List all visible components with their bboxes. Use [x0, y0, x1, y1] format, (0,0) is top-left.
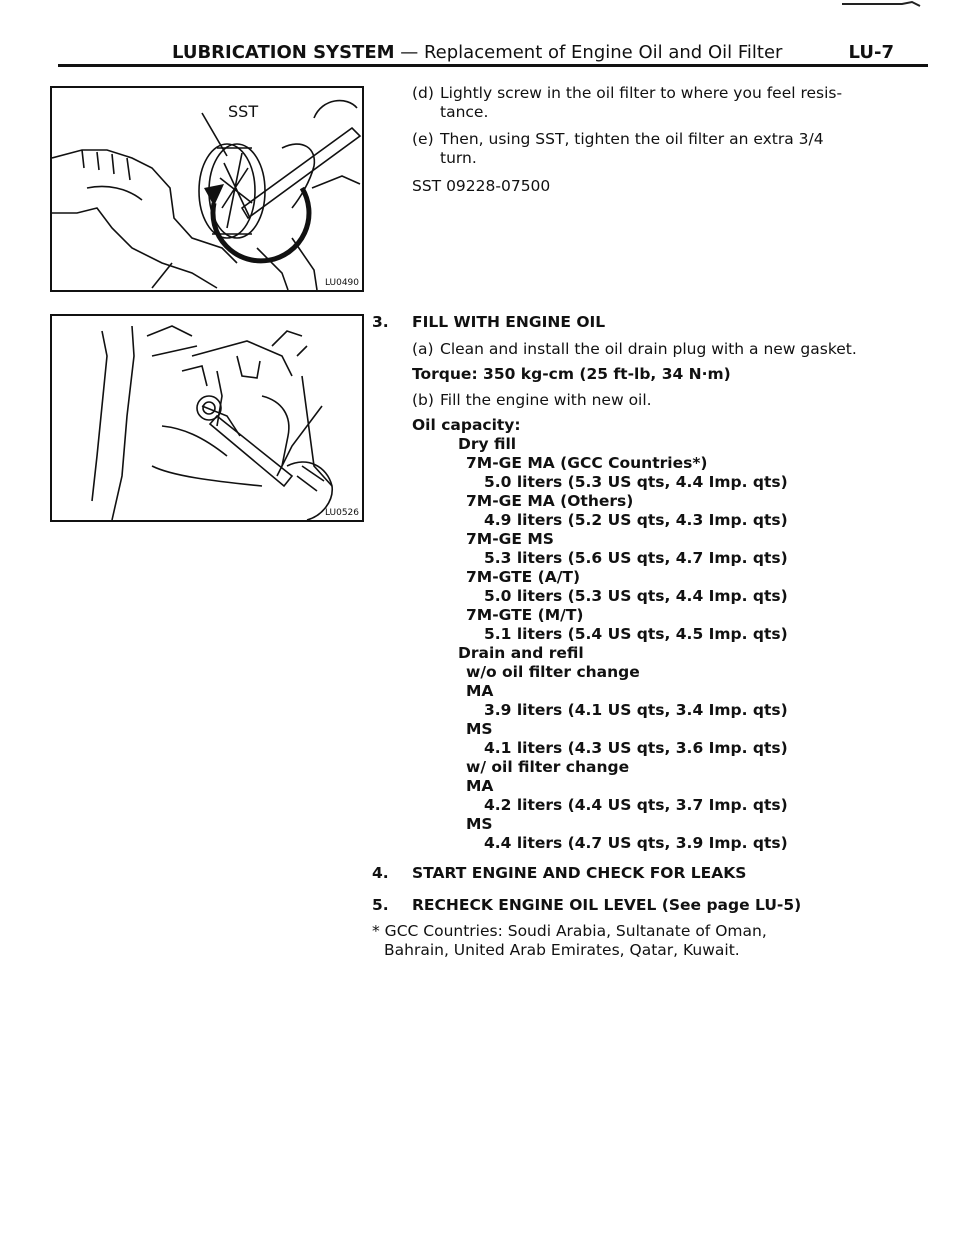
without-filter-heading: w/o oil filter change: [466, 663, 640, 681]
sst-number: SST 09228-07500: [412, 177, 551, 195]
step-number: 4.: [372, 864, 389, 882]
figure-drain-plug: [50, 314, 364, 522]
capacity-value: 4.1 liters (4.3 US qts, 3.6 Imp. qts): [484, 739, 788, 757]
step-letter: (d): [412, 84, 434, 102]
capacity-value: 5.3 liters (5.6 US qts, 4.7 Imp. qts): [484, 549, 788, 567]
step-e-cont: turn.: [440, 149, 477, 167]
variant-ms: MS: [466, 720, 493, 738]
step-title: FILL WITH ENGINE OIL: [412, 313, 606, 331]
sst-callout: SST: [228, 102, 259, 121]
section-name: LUBRICATION SYSTEM: [172, 42, 395, 63]
header-title: [172, 42, 782, 63]
step-4-heading: [372, 864, 746, 883]
header-subtitle: — Replacement of Engine Oil and Oil Filter: [400, 42, 783, 63]
step-text: Fill the engine with new oil.: [440, 391, 652, 409]
capacity-value: 4.9 liters (5.2 US qts, 4.3 Imp. qts): [484, 511, 788, 529]
step-text: Clean and install the oil drain plug with a new gasket.: [440, 340, 857, 358]
step-d-cont: tance.: [440, 103, 489, 121]
capacity-value: 3.9 liters (4.1 US qts, 3.4 Imp. qts): [484, 701, 788, 719]
figure-code: LU0490: [324, 278, 359, 288]
capacity-value: 4.4 liters (4.7 US qts, 3.9 Imp. qts): [484, 834, 788, 852]
variant-ma: MA: [466, 777, 494, 795]
step-number: 3.: [372, 313, 389, 331]
step-d: [412, 84, 842, 103]
variant-ma: MA: [466, 682, 494, 700]
torque-spec: Torque: 350 kg-cm (25 ft-lb, 34 N·m): [412, 365, 731, 383]
capacity-value: 4.2 liters (4.4 US qts, 3.7 Imp. qts): [484, 796, 788, 814]
variant-ms: MS: [466, 815, 493, 833]
capacity-value: 5.0 liters (5.3 US qts, 4.4 Imp. qts): [484, 473, 788, 491]
scan-mark: [842, 0, 922, 12]
model-line: 7M-GTE (M/T): [466, 606, 584, 624]
drain-plug-illustration: [52, 316, 362, 520]
step-letter: (b): [412, 391, 434, 409]
model-line: 7M-GE MA (GCC Countries*): [466, 454, 708, 472]
model-line: 7M-GE MA (Others): [466, 492, 634, 510]
capacity-value: 5.0 liters (5.3 US qts, 4.4 Imp. qts): [484, 587, 788, 605]
step-title: RECHECK ENGINE OIL LEVEL (See page LU-5): [412, 896, 802, 914]
figure-code: LU0526: [324, 508, 359, 518]
capacity-value: 5.1 liters (5.4 US qts, 4.5 Imp. qts): [484, 625, 788, 643]
page-number: LU-7: [848, 42, 894, 63]
model-line: 7M-GTE (A/T): [466, 568, 581, 586]
footnote-line-2: Bahrain, United Arab Emirates, Qatar, Kuwait.: [384, 941, 740, 959]
step-b: [412, 391, 652, 410]
step-text: Lightly screw in the oil filter to where you feel resis-: [440, 84, 843, 102]
step-text: Then, using SST, tighten the oil filter an extra 3/4: [440, 130, 824, 148]
model-line: 7M-GE MS: [466, 530, 554, 548]
step-letter: (e): [412, 130, 434, 148]
drain-refill-heading: Drain and refil: [458, 644, 584, 662]
step-e: [412, 130, 824, 149]
step-letter: (a): [412, 340, 434, 358]
dry-fill-heading: Dry fill: [458, 435, 517, 453]
figure-oil-filter-sst: [50, 86, 364, 292]
oil-capacity-label: Oil capacity:: [412, 416, 521, 434]
step-title: START ENGINE AND CHECK FOR LEAKS: [412, 864, 747, 882]
step-3-heading: [372, 313, 605, 332]
step-number: 5.: [372, 896, 389, 914]
step-a: [412, 340, 857, 359]
with-filter-heading: w/ oil filter change: [466, 758, 630, 776]
header-rule: [58, 64, 928, 67]
oil-filter-illustration: [52, 88, 362, 290]
footnote-line-1: * GCC Countries: Soudi Arabia, Sultanate of Oman,: [372, 922, 767, 940]
step-5-heading: [372, 896, 801, 915]
page-header: [58, 40, 928, 68]
